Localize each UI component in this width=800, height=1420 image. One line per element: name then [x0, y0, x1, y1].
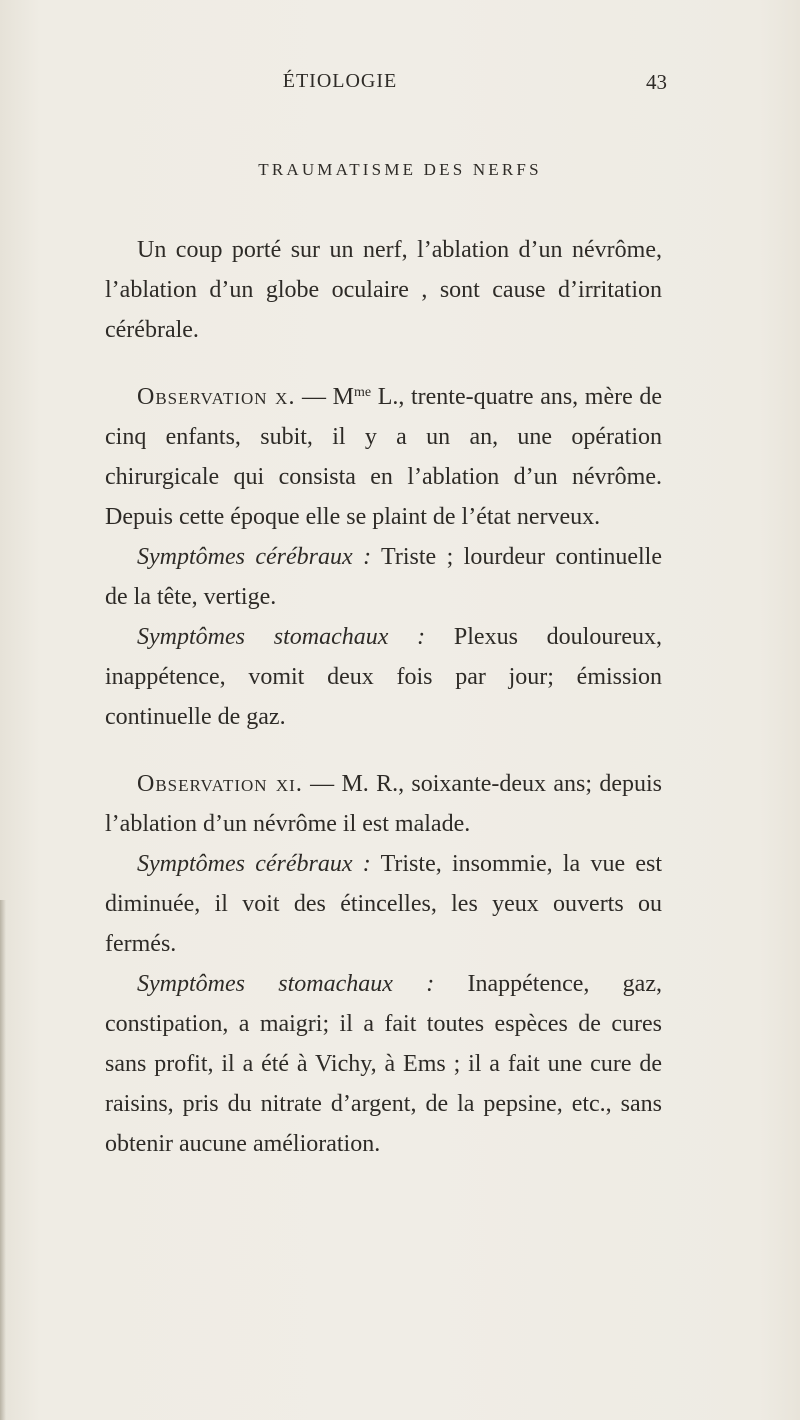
observation-11-stomach: [105, 964, 662, 1164]
running-head: [0, 70, 800, 100]
observation-10-cerebral: [105, 537, 662, 617]
observation-11-label: Observation xi.: [137, 771, 303, 797]
observation-10-label: Observation x.: [137, 384, 296, 410]
observation-11-cerebral-text: Triste, insommie, la vue est diminuée, il voit des étincelles, les yeux ouverts ou fermés.: [105, 851, 663, 957]
observation-10-stomach-text: Plexus douloureux, inappétence, vomit deux fois par jour; émission continuelle de gaz.: [105, 624, 662, 730]
section-title: TRAUMATISME DES NERFS: [258, 160, 542, 179]
observation-11-cerebral: [105, 844, 662, 964]
observation-11-stomach-label: Symptômes stomachaux :: [137, 971, 435, 997]
body-text: [105, 230, 662, 1164]
running-title: ÉTIOLOGIE: [282, 70, 398, 92]
observation-10-cerebral-label: Symptômes cérébraux :: [137, 544, 372, 570]
observation-10-stomach: [105, 617, 662, 737]
observation-10-cerebral-text: Triste ; lourdeur continuelle de la tête, vertige.: [105, 544, 662, 610]
observation-10-sup: me: [354, 385, 372, 400]
page-edge-shadow: [0, 900, 6, 1420]
observation-11-stomach-text: Inappétence, gaz, constipation, a maigri; il a fait toutes espèces de cures sans profit, il a été à Vichy, à Ems ; il a fait une cure de raisins, pris du nitrate d’argent, de la pepsine, etc., sans obtenir aucune amélioration.: [105, 971, 662, 1157]
intro-paragraph: Un coup porté sur un nerf, l’ablation d’un névrôme, l’ablation d’un globe oculaire , sont cause d’irritation cérébrale.: [105, 237, 662, 343]
observation-10-text: L., trente-quatre ans, mère de cinq enfants, subit, il y a un an, une opération chirurgicale qui consista en l’ablation d’un névrôme. Depuis cette époque elle se plaint de l’état nerveux.: [105, 384, 663, 530]
observation-11-paragraph: [105, 764, 662, 844]
observation-11-text: — M. R., soixante-deux ans; depuis l’ablation d’un névrôme il est malade.: [105, 771, 662, 837]
observation-10-stomach-label: Symptômes stomachaux :: [137, 624, 426, 650]
observation-10-paragraph: [105, 377, 662, 537]
observation-11-cerebral-label: Symptômes cérébraux :: [137, 851, 371, 877]
page-number: 43: [646, 70, 667, 94]
observation-10-dash: — M: [295, 384, 355, 410]
